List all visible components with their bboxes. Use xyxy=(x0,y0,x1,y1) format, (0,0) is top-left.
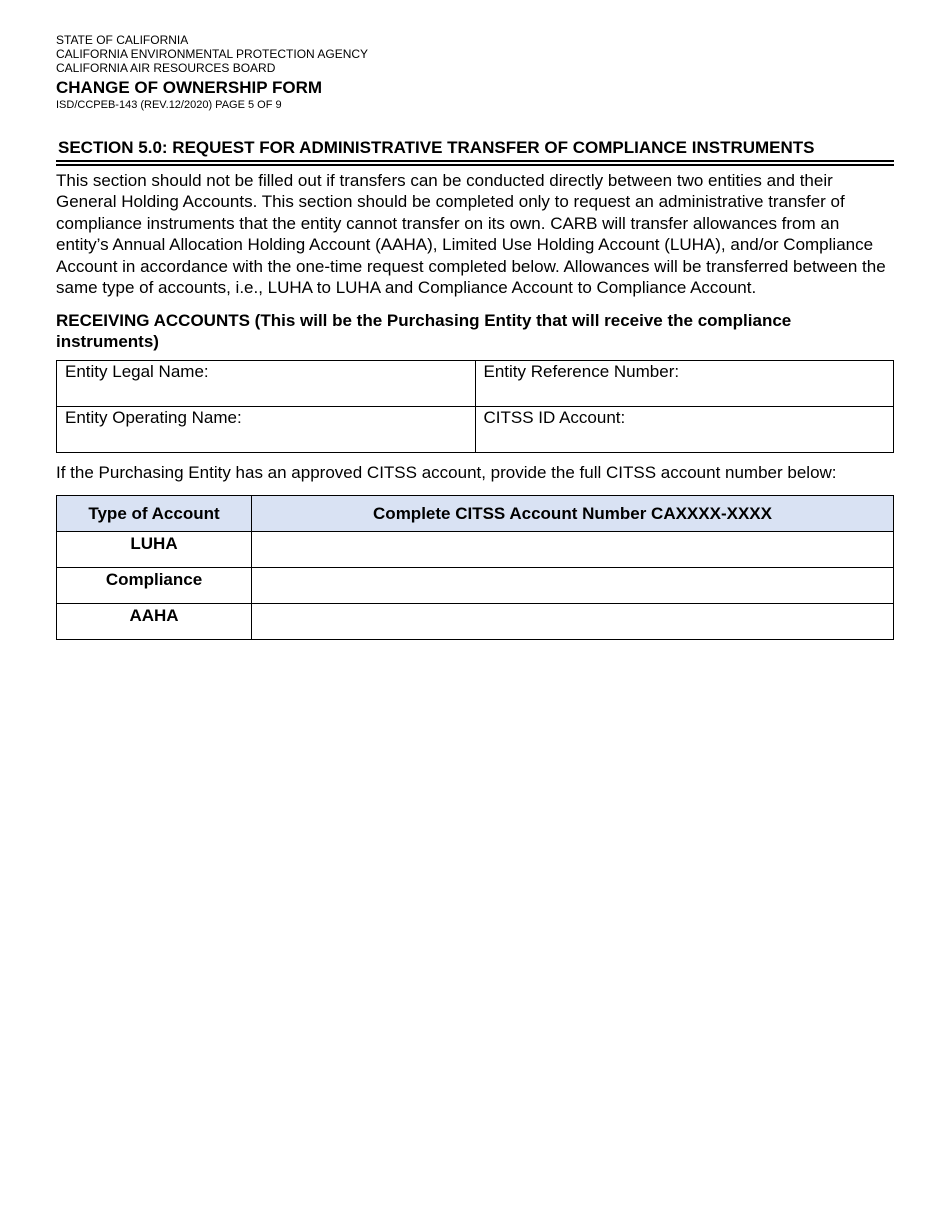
form-number: ISD/CCPEB-143 (REV.12/2020) PAGE 5 OF 9 xyxy=(56,99,282,111)
section-title: SECTION 5.0: REQUEST FOR ADMINISTRATIVE TRANSFER OF COMPLIANCE INSTRUMENTS xyxy=(56,138,894,166)
entity-legal-name-field[interactable] xyxy=(57,361,476,407)
accounts-header-row xyxy=(57,496,894,532)
form-page xyxy=(56,33,894,640)
entity-reference-number-label: Entity Reference Number: xyxy=(483,362,680,382)
entity-row xyxy=(57,407,894,453)
account-type-luha: LUHA xyxy=(57,532,252,568)
account-number-luha-field[interactable] xyxy=(252,532,894,568)
entity-info-table xyxy=(56,360,894,453)
entity-reference-number-field[interactable] xyxy=(475,361,894,407)
entity-operating-name-label: Entity Operating Name: xyxy=(65,408,242,428)
citss-id-account-label: CITSS ID Account: xyxy=(483,408,626,428)
header-agency: CALIFORNIA ENVIRONMENTAL PROTECTION AGENCY xyxy=(56,47,369,61)
receiving-heading: RECEIVING ACCOUNTS (This will be the Purchasing Entity that will receive the compliance instruments) xyxy=(56,311,792,352)
citss-note: If the Purchasing Entity has an approved CITSS account, provide the full CITSS account number below: xyxy=(56,463,837,483)
account-type-aaha: AAHA xyxy=(57,604,252,640)
accounts-table xyxy=(56,495,894,640)
citss-id-account-field[interactable] xyxy=(475,407,894,453)
header-board: CALIFORNIA AIR RESOURCES BOARD xyxy=(56,61,276,75)
entity-operating-name-field[interactable] xyxy=(57,407,476,453)
form-title: CHANGE OF OWNERSHIP FORM xyxy=(56,78,323,97)
header-type-of-account: Type of Account xyxy=(57,496,252,532)
section-intro: This section should not be filled out if transfers can be conducted directly between two entities and their General Holding Accounts. This section should be completed only to request an administrative transfer of compliance instruments that the entity cannot transfer on its own. CARB will transfer allowances from an entity’s Annual Allocation Holding Account (AAHA), Limited Use Holding Account (LUHA), and/or Compliance Account in accordance with the one-time request completed below. Allowances will be transferred between the same type of accounts, i.e., LUHA to LUHA and Compliance Account to Compliance Account. xyxy=(56,171,886,298)
account-type-compliance: Compliance xyxy=(57,568,252,604)
header-state: STATE OF CALIFORNIA xyxy=(56,33,189,47)
table-row xyxy=(57,604,894,640)
entity-row xyxy=(57,361,894,407)
table-row xyxy=(57,568,894,604)
account-number-compliance-field[interactable] xyxy=(252,568,894,604)
table-row xyxy=(57,532,894,568)
header-account-number: Complete CITSS Account Number CAXXXX-XXXX xyxy=(252,496,894,532)
account-number-aaha-field[interactable] xyxy=(252,604,894,640)
entity-legal-name-label: Entity Legal Name: xyxy=(65,362,209,382)
